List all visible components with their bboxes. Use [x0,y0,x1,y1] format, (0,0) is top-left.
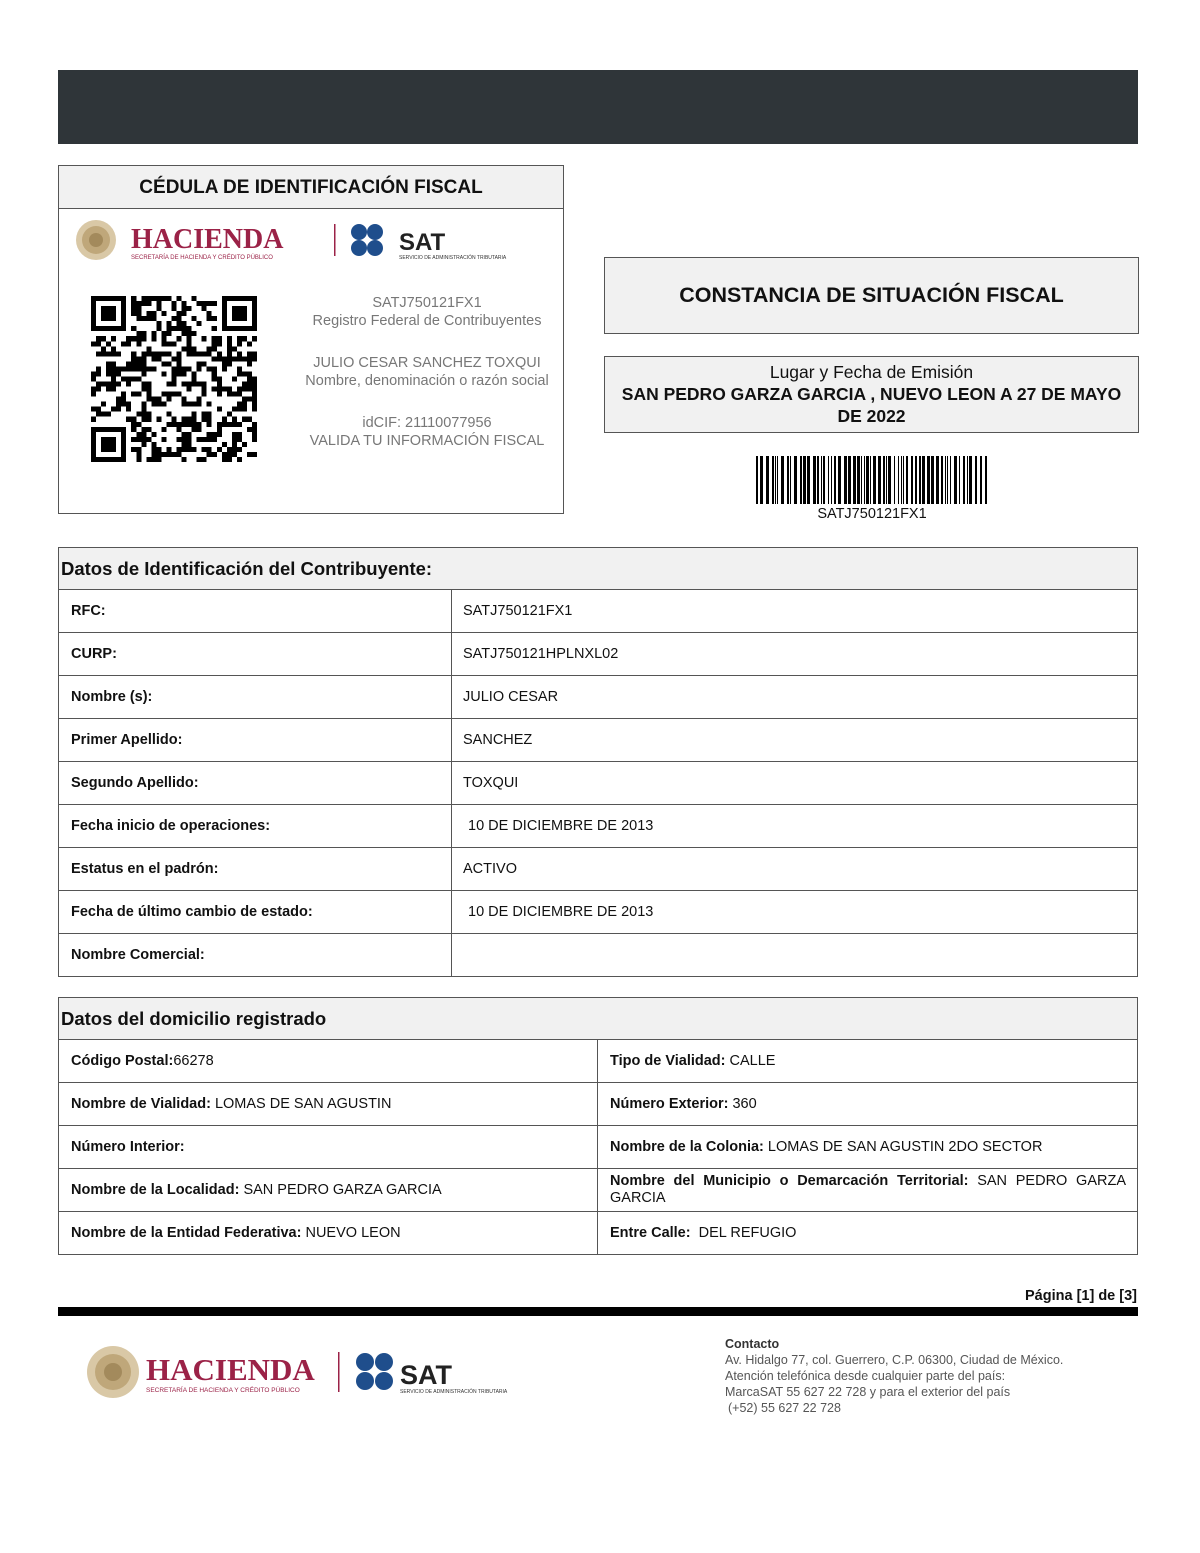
contacto-line: Av. Hidalgo 77, col. Guerrero, C.P. 06300, Ciudad de México. [725,1353,1064,1367]
numero-exterior-value: 360 [732,1096,757,1112]
table-row [59,805,1137,848]
row-value: TOXQUI [463,775,519,791]
entidad-value: NUEVO LEON [305,1225,401,1241]
cedula-info [297,294,557,450]
row-label: Fecha inicio de operaciones: [59,805,452,847]
row-label: Primer Apellido: [59,719,452,761]
hacienda-logo-text: HACIENDA [131,224,284,255]
cedula-rfc: SATJ750121FX1 [372,295,482,311]
cedula-card [58,165,564,514]
sat-logo-text: SAT [400,1360,452,1390]
table-row [59,590,1137,633]
entre-calle-label: Entre Calle: [610,1225,691,1241]
colonia-value: LOMAS DE SAN AGUSTIN 2DO SECTOR [767,1139,1043,1155]
cedula-name-caption: Nombre, denominación o razón social [305,373,549,389]
lugar-fecha-box [604,356,1139,433]
lugar-value: SAN PEDRO GARZA GARCIA , NUEVO LEON A 27 DE MAYO DE 2022 [621,384,1122,426]
cedula-validate: VALIDA TU INFORMACIÓN FISCAL [309,433,545,449]
mexican-seal-icon [87,1346,139,1398]
cedula-name: JULIO CESAR SANCHEZ TOXQUI [313,355,541,371]
header-bar [58,70,1138,144]
sat-dots-icon [356,1353,393,1390]
sat-logo-text: SAT [399,229,446,256]
row-label: Nombre (s): [59,676,452,718]
row-label: Nombre Comercial: [59,934,452,976]
codigo-postal-cell [59,1040,598,1082]
barcode [756,456,988,504]
numero-interior-label: Número Interior: [71,1139,185,1155]
footer-divider [58,1307,1138,1316]
hacienda-logo-text: HACIENDA [146,1352,315,1387]
colonia-label: Nombre de la Colonia: [610,1139,764,1155]
entidad-cell [59,1212,598,1254]
entidad-label: Nombre de la Entidad Federativa: [71,1225,302,1241]
constancia-title: CONSTANCIA DE SITUACIÓN FISCAL [604,257,1139,334]
lugar-label: Lugar y Fecha de Emisión [769,362,974,382]
row-label: Fecha de último cambio de estado: [59,891,452,933]
cedula-idcif: idCIF: 21110077956 [362,415,492,431]
row-value: 10 DE DICIEMBRE DE 2013 [468,904,654,920]
table-row [59,1040,1137,1083]
numero-exterior-label: Número Exterior: [610,1096,729,1112]
row-value: SANCHEZ [463,732,533,748]
hacienda-sat-logos [69,218,559,264]
contacto-block [725,1336,1063,1416]
nombre-vialidad-cell [59,1083,598,1125]
localidad-cell [59,1169,598,1211]
barcode-text: SATJ750121FX1 [817,506,927,522]
nombre-vialidad-label: Nombre de Vialidad: [71,1096,211,1112]
table-row [59,1083,1137,1126]
hacienda-logo-subtext: SECRETARÍA DE HACIENDA Y CRÉDITO PÚBLICO [131,255,273,261]
identificacion-table [58,547,1138,977]
row-value: SATJ750121FX1 [463,603,573,619]
row-label: Segundo Apellido: [59,762,452,804]
table-row [59,719,1137,762]
table-row [59,1169,1137,1212]
contacto-line: Atención telefónica desde cualquier parte del país: [725,1369,1006,1383]
tipo-vialidad-label: Tipo de Vialidad: [610,1053,726,1069]
municipio-value: SAN PEDRO GARZA GARCIA [610,1173,1127,1206]
row-value: JULIO CESAR [463,689,559,705]
domicilio-table [58,997,1138,1255]
entre-calle-cell [598,1212,1137,1254]
codigo-postal-label: Código Postal: [71,1053,174,1069]
numero-interior-cell [59,1126,598,1168]
sat-logo-subtext: SERVICIO DE ADMINISTRACIÓN TRIBUTARIA [399,255,507,261]
row-label: CURP: [59,633,452,675]
tipo-vialidad-cell [598,1040,1137,1082]
municipio-cell [598,1169,1137,1211]
domicilio-title: Datos del domicilio registrado [59,998,1137,1040]
identificacion-title: Datos de Identificación del Contribuyente: [59,548,1137,590]
row-value: 10 DE DICIEMBRE DE 2013 [468,818,654,834]
sat-dots-icon [351,224,383,256]
sat-logo-subtext: SERVICIO DE ADMINISTRACIÓN TRIBUTARIA [400,1389,508,1395]
row-value [452,934,1137,976]
table-row [59,1126,1137,1169]
row-label: RFC: [59,590,452,632]
cedula-title: CÉDULA DE IDENTIFICACIÓN FISCAL [59,166,563,209]
codigo-postal-value: 66278 [173,1053,214,1069]
qr-code [91,296,257,462]
colonia-cell [598,1126,1137,1168]
cedula-rfc-caption: Registro Federal de Contribuyentes [312,313,542,329]
table-row [59,891,1137,934]
table-row [59,633,1137,676]
tipo-vialidad-value: CALLE [729,1053,776,1069]
row-value: SATJ750121HPLNXL02 [463,646,619,662]
table-row [59,676,1137,719]
nombre-vialidad-value: LOMAS DE SAN AGUSTIN [214,1096,392,1112]
page-number: Página [1] de [3] [1025,1288,1137,1304]
localidad-value: SAN PEDRO GARZA GARCIA [243,1182,442,1198]
table-row [59,1212,1137,1255]
numero-exterior-cell [598,1083,1137,1125]
hacienda-logo-subtext: SECRETARÍA DE HACIENDA Y CRÉDITO PÚBLICO [146,1387,300,1394]
table-row [59,934,1137,977]
footer-logos [86,1344,556,1404]
localidad-label: Nombre de la Localidad: [71,1182,240,1198]
contacto-line: (+52) 55 627 22 728 [728,1401,841,1415]
table-row [59,762,1137,805]
entre-calle-value: DEL REFUGIO [698,1225,797,1241]
mexican-seal-icon [76,220,116,260]
contacto-title: Contacto [725,1337,780,1351]
municipio-label: Nombre del Municipio o Demarcación Territorial: [610,1173,969,1189]
row-value: ACTIVO [463,861,517,877]
row-label: Estatus en el padrón: [59,848,452,890]
table-row [59,848,1137,891]
contacto-line: MarcaSAT 55 627 22 728 y para el exterior del país [725,1385,1011,1399]
